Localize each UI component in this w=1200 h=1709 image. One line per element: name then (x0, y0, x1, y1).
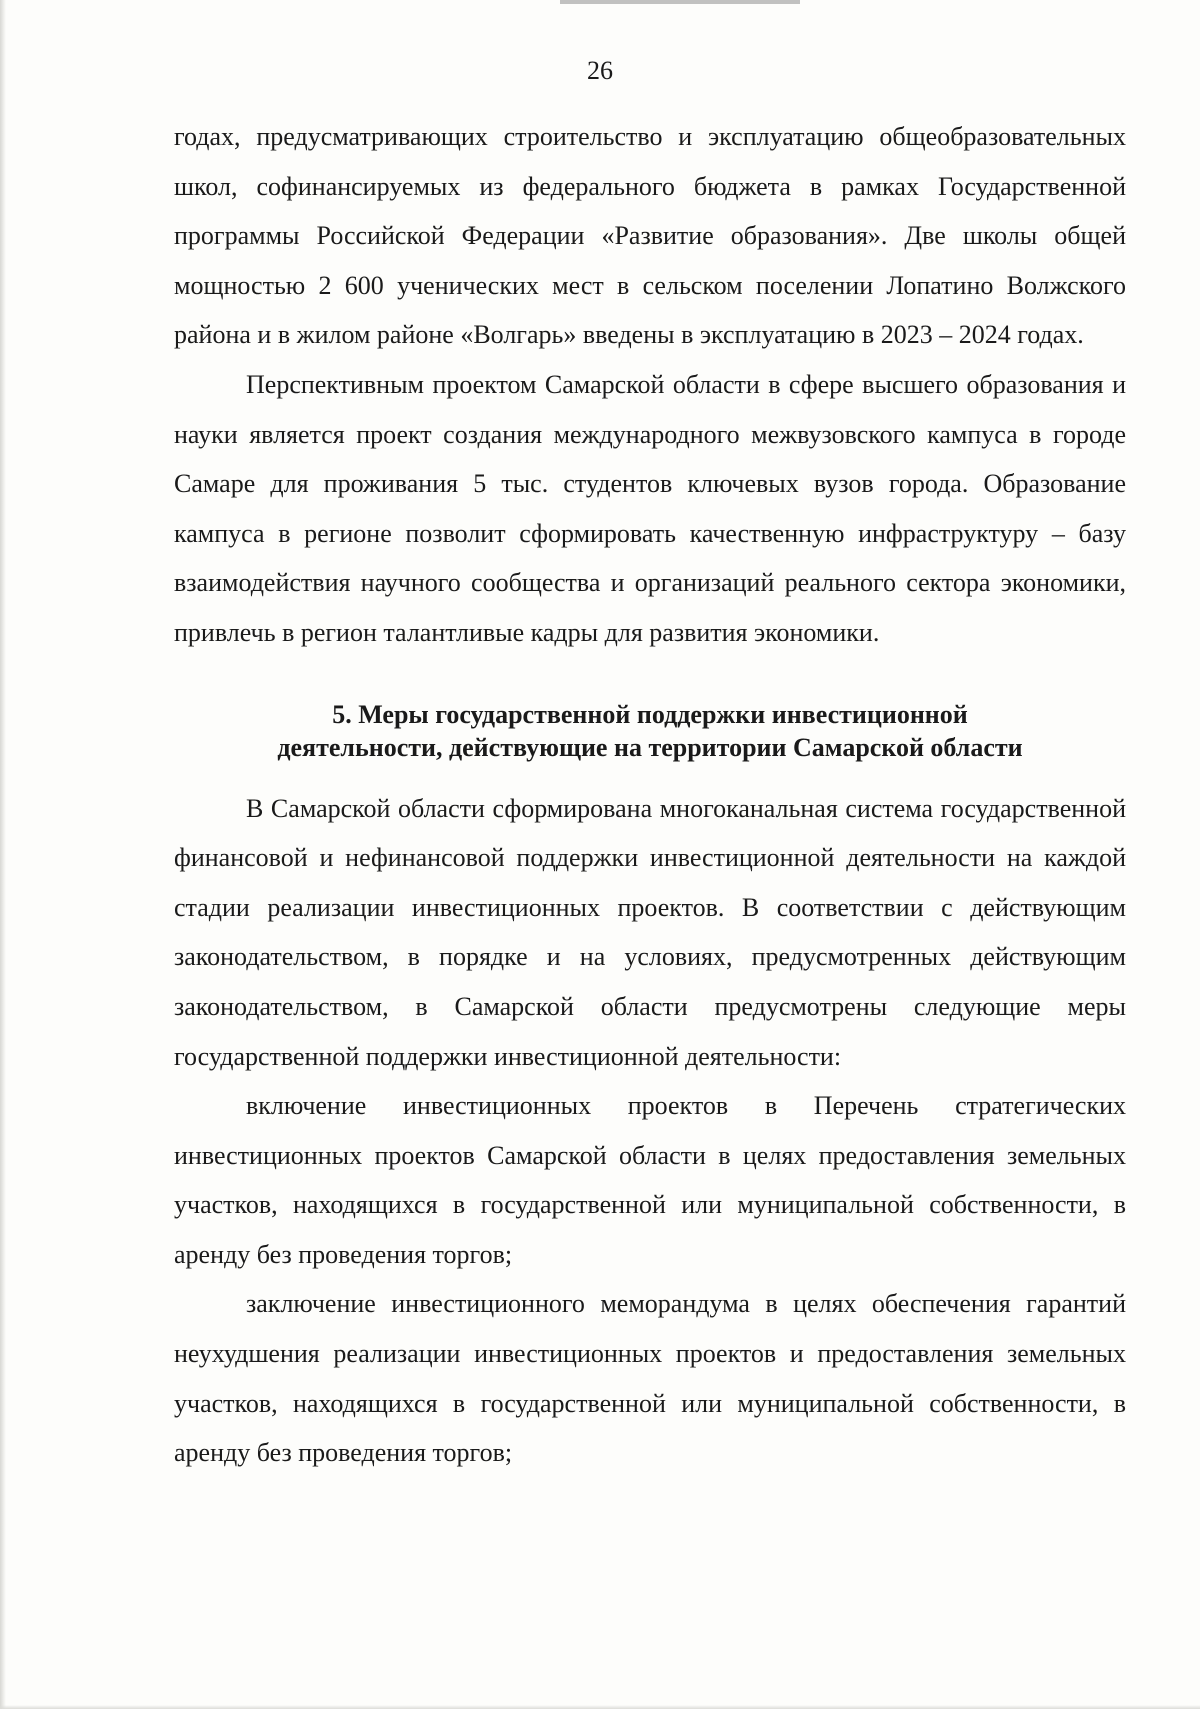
page-number: 26 (587, 56, 613, 85)
section-heading-line-1: 5. Меры государственной поддержки инвестиционной (332, 699, 968, 729)
section-heading (174, 658, 1126, 784)
paragraph-strategic-projects: включение инвестиционных проектов в Перечень стратегических инвестиционных проектов Самарской области в целях предоставления земельных участков, находящихся в государственной или муниципальной собственности, в аренду без проведения торгов; (174, 1091, 1126, 1269)
paragraph-campus-project: Перспективным проектом Самарской области в сфере высшего образования и науки является проект создания международного межвузовского кампуса в городе Самаре для проживания 5 тыс. студентов ключевых вузов города. Образование кампуса в регионе позволит сформировать качественную инфраструктуру – базу взаимодействия научного сообщества и организаций реального сектора экономики, привлечь в регион талантливые кадры для развития экономики. (174, 369, 1126, 647)
section-heading-line-2: деятельности, действующие на территории Самарской области (277, 732, 1023, 762)
scan-edge-shadow (0, 0, 6, 1709)
paragraph-support-system: В Самарской области сформирована многоканальная система государственной финансовой и нефинансовой поддержки инвестиционной деятельности на каждой стадии реализации инвестиционных проектов. В соответствии с действующим законодательством, в порядке и на условиях, предусмотренных действующим законодательством, в Самарской области предусмотрены следующие меры государственной поддержки инвестиционной деятельности: (174, 793, 1126, 1071)
paragraph-investment-memorandum: заключение инвестиционного меморандума в целях обеспечения гарантий неухудшения реализации инвестиционных проектов и предоставления земельных участков, находящихся в государственной или муниципальной собственности, в аренду без проведения торгов; (174, 1289, 1126, 1468)
document-body (174, 112, 1126, 1478)
scan-bottom-shadow (0, 1705, 1200, 1709)
paragraph-continuation: годах, предусматривающих строительство и эксплуатацию общеобразовательных школ, софинансируемых из федерального бюджета в рамках Государственной программы Российской Федерации «Развитие образования». Две школы общей мощностью 2 600 ученических мест в сельском поселении Лопатино Волжского района и в жилом районе «Волгарь» введены в эксплуатацию в 2023 – 2024 годах. (174, 122, 1126, 350)
scan-top-mark (560, 0, 800, 4)
